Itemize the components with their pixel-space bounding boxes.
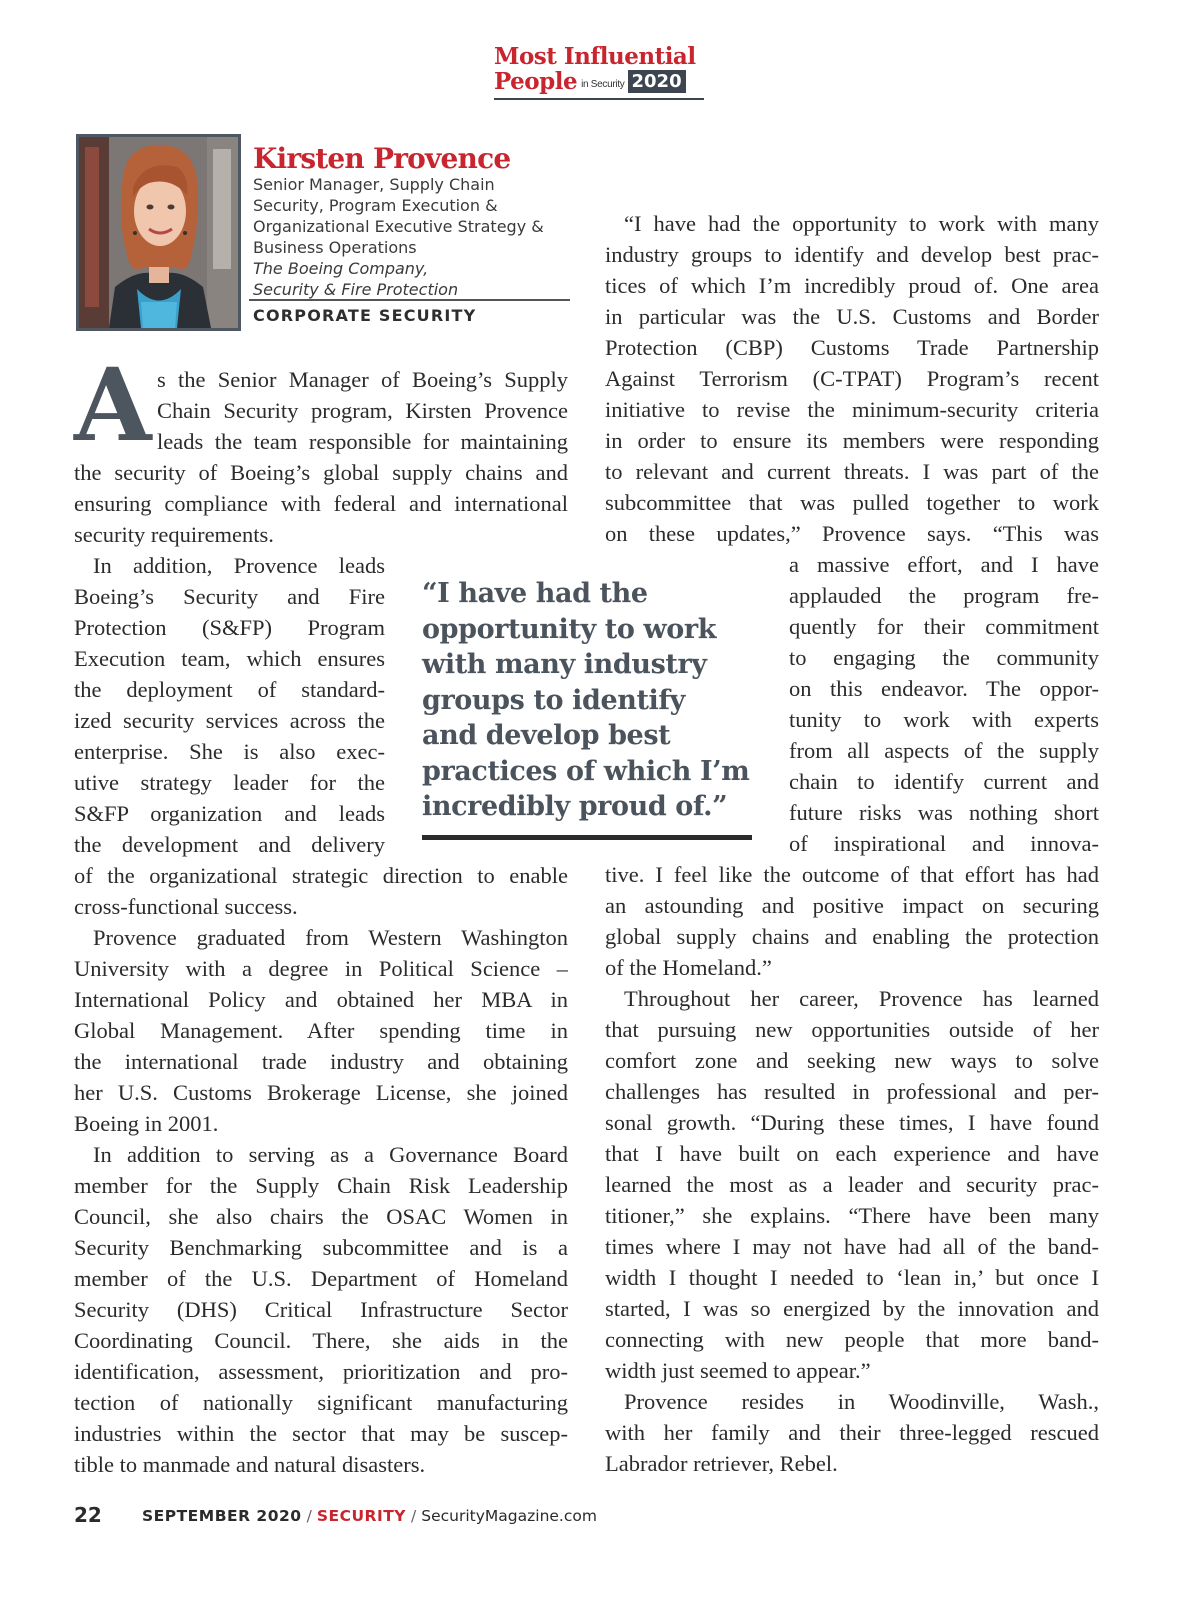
article-line: University with a degree in Political Science – bbox=[74, 956, 568, 981]
footer-separator: / bbox=[411, 1507, 417, 1525]
footer-issue: SEPTEMBER 2020 bbox=[142, 1507, 302, 1525]
article-line: that I have built on each experience and have bbox=[605, 1141, 1099, 1166]
article-line: subcommittee that was pulled together to work bbox=[605, 490, 1099, 515]
article-line: Provence resides in Woodinville, Wash., bbox=[624, 1389, 1099, 1414]
article-line: titioner,” she explains. “There have been many bbox=[605, 1203, 1099, 1228]
masthead-logo bbox=[494, 44, 704, 100]
article-line: the security of Boeing’s global supply chains and bbox=[74, 460, 568, 485]
article-line: challenges has resulted in professional and per- bbox=[605, 1079, 1099, 1104]
masthead-year: 2020 bbox=[628, 70, 686, 93]
category-label: CORPORATE SECURITY bbox=[253, 306, 477, 325]
title-line: Security, Program Execution & bbox=[253, 196, 498, 215]
pull-quote-line: incredibly proud of.” bbox=[422, 791, 728, 822]
pull-quote-line: “I have had the bbox=[422, 578, 648, 609]
article-line: in order to ensure its members were responding bbox=[605, 428, 1099, 453]
company-line: Security & Fire Protection bbox=[253, 280, 459, 299]
article-line: an astounding and positive impact on securing bbox=[605, 893, 1099, 918]
masthead-in-security: in Security bbox=[581, 78, 625, 90]
pull-quote-line: groups to identify bbox=[422, 684, 685, 716]
masthead-line2 bbox=[494, 68, 686, 94]
article-line: chain to identify current and bbox=[789, 769, 1099, 794]
article-line: Provence graduated from Western Washington bbox=[93, 925, 568, 950]
profile-name: Kirsten Provence bbox=[253, 142, 511, 175]
article-line: Coordinating Council. There, she aids in the bbox=[74, 1328, 568, 1353]
article-line: member for the Supply Chain Risk Leadership bbox=[74, 1173, 568, 1198]
article-line: tive. I feel like the outcome of that effort has had bbox=[605, 862, 1099, 887]
portrait-illustration bbox=[79, 137, 238, 328]
article-line: identification, assessment, prioritization and pro- bbox=[74, 1359, 568, 1384]
article-line: to relevant and current threats. I was part of the bbox=[605, 459, 1099, 484]
article-line: Chain Security program, Kirsten Provence bbox=[157, 398, 568, 423]
article-line: started, I was so energized by the innovation and bbox=[605, 1296, 1099, 1321]
article-line: Boeing’s Security and Fire bbox=[74, 584, 385, 609]
article-line: global supply chains and enabling the protection bbox=[605, 924, 1099, 949]
article-line: Security Benchmarking subcommittee and is a bbox=[74, 1235, 568, 1260]
article-line: comfort zone and seeking new ways to solve bbox=[605, 1048, 1099, 1073]
pull-quote-line: practices of which I’m bbox=[422, 755, 750, 787]
article-line: Throughout her career, Provence has learned bbox=[624, 986, 1099, 1011]
article-line: “I have had the opportunity to work with many bbox=[624, 211, 1099, 236]
article-line: cross-functional success. bbox=[74, 894, 298, 919]
pull-quote bbox=[422, 576, 762, 825]
article-line: Against Terrorism (C-TPAT) Program’s recent bbox=[605, 366, 1099, 391]
article-line: to engaging the community bbox=[789, 645, 1099, 670]
footer-website: SecurityMagazine.com bbox=[421, 1507, 597, 1525]
article-line: learned the most as a leader and security prac- bbox=[605, 1172, 1099, 1197]
article-line: tible to manmade and natural disasters. bbox=[74, 1452, 426, 1477]
article-line: ensuring compliance with federal and international bbox=[74, 491, 568, 516]
title-line: Organizational Executive Strategy & bbox=[253, 217, 544, 236]
footer-magazine: SECURITY bbox=[316, 1507, 407, 1525]
article-line: utive strategy leader for the bbox=[74, 770, 385, 795]
article-line: member of the U.S. Department of Homeland bbox=[74, 1266, 568, 1291]
article-line: on this endeavor. The oppor- bbox=[789, 676, 1099, 701]
drop-cap: A bbox=[74, 346, 152, 464]
masthead-line1: Most Influential bbox=[494, 43, 696, 70]
article-line: on these updates,” Provence says. “This was bbox=[605, 521, 1099, 546]
profile-title bbox=[253, 174, 573, 258]
profile-company bbox=[253, 258, 573, 300]
article-line: width just seemed to appear.” bbox=[605, 1358, 871, 1383]
masthead-people: People bbox=[494, 67, 578, 95]
article-line: leads the team responsible for maintaining bbox=[157, 429, 568, 454]
article-line: future risks was nothing short bbox=[789, 800, 1099, 825]
article-line: initiative to revise the minimum-security criteria bbox=[605, 397, 1099, 422]
header-divider bbox=[249, 299, 570, 301]
article-line: width I thought I needed to ‘lean in,’ but once I bbox=[605, 1265, 1099, 1290]
article-line: ized security services across the bbox=[74, 708, 385, 733]
article-line: s the Senior Manager of Boeing’s Supply bbox=[157, 367, 568, 392]
article-line: industry groups to identify and develop best prac- bbox=[605, 242, 1099, 267]
article-line: Security (DHS) Critical Infrastructure Sector bbox=[74, 1297, 568, 1322]
pull-quote-rule bbox=[422, 835, 752, 840]
company-line: The Boeing Company, bbox=[253, 259, 429, 278]
article-line: in particular was the U.S. Customs and Border bbox=[605, 304, 1099, 329]
article-line: In addition, Provence leads bbox=[93, 553, 385, 578]
article-line: applauded the program fre- bbox=[789, 583, 1099, 608]
article-line: of the Homeland.” bbox=[605, 955, 772, 980]
article-line: of the organizational strategic direction to enable bbox=[74, 863, 568, 888]
article-line: Boeing in 2001. bbox=[74, 1111, 219, 1136]
article-line: of inspirational and innova- bbox=[789, 831, 1099, 856]
article-line: International Policy and obtained her MBA in bbox=[74, 987, 568, 1012]
article-line: the deployment of standard- bbox=[74, 677, 385, 702]
title-line: Senior Manager, Supply Chain bbox=[253, 175, 495, 194]
article-line: sonal growth. “During these times, I have found bbox=[605, 1110, 1099, 1135]
article-line: that pursuing new opportunities outside of her bbox=[605, 1017, 1099, 1042]
article-line: with her family and their three-legged rescued bbox=[605, 1420, 1099, 1445]
article-line: Labrador retriever, Rebel. bbox=[605, 1451, 838, 1476]
article-line: times where I may not have had all of the band- bbox=[605, 1234, 1099, 1259]
article-line: quently for their commitment bbox=[789, 614, 1099, 639]
page-number: 22 bbox=[74, 1503, 102, 1527]
footer-separator: / bbox=[306, 1507, 312, 1525]
title-line: Business Operations bbox=[253, 238, 417, 257]
article-line: tices of which I’m incredibly proud of. One area bbox=[605, 273, 1099, 298]
article-line: a massive effort, and I have bbox=[789, 552, 1099, 577]
article-line: Council, she also chairs the OSAC Women in bbox=[74, 1204, 568, 1229]
article-line: tunity to work with experts bbox=[789, 707, 1099, 732]
footer-folio bbox=[142, 1507, 597, 1525]
profile-portrait bbox=[76, 134, 241, 331]
article-line: Execution team, which ensures bbox=[74, 646, 385, 671]
article-line: industries within the sector that may be suscep- bbox=[74, 1421, 568, 1446]
article-line: tection of nationally significant manufacturing bbox=[74, 1390, 568, 1415]
pull-quote-line: opportunity to work bbox=[422, 613, 717, 645]
article-line: In addition to serving as a Governance Board bbox=[93, 1142, 568, 1167]
article-line: Protection (CBP) Customs Trade Partnership bbox=[605, 335, 1099, 360]
article-line: S&FP organization and leads bbox=[74, 801, 385, 826]
article-line: enterprise. She is also exec- bbox=[74, 739, 385, 764]
pull-quote-line: and develop best bbox=[422, 720, 671, 751]
masthead-rule bbox=[494, 98, 704, 100]
article-line: connecting with new people that more band- bbox=[605, 1327, 1099, 1352]
article-line: from all aspects of the supply bbox=[789, 738, 1099, 763]
article-line: Global Management. After spending time in bbox=[74, 1018, 568, 1043]
article-line: security requirements. bbox=[74, 522, 274, 547]
article-line: her U.S. Customs Brokerage License, she joined bbox=[74, 1080, 568, 1105]
pull-quote-line: with many industry bbox=[422, 649, 707, 680]
article-line: the development and delivery bbox=[74, 832, 385, 857]
article-line: Protection (S&FP) Program bbox=[74, 615, 385, 640]
article-line: the international trade industry and obtaining bbox=[74, 1049, 568, 1074]
